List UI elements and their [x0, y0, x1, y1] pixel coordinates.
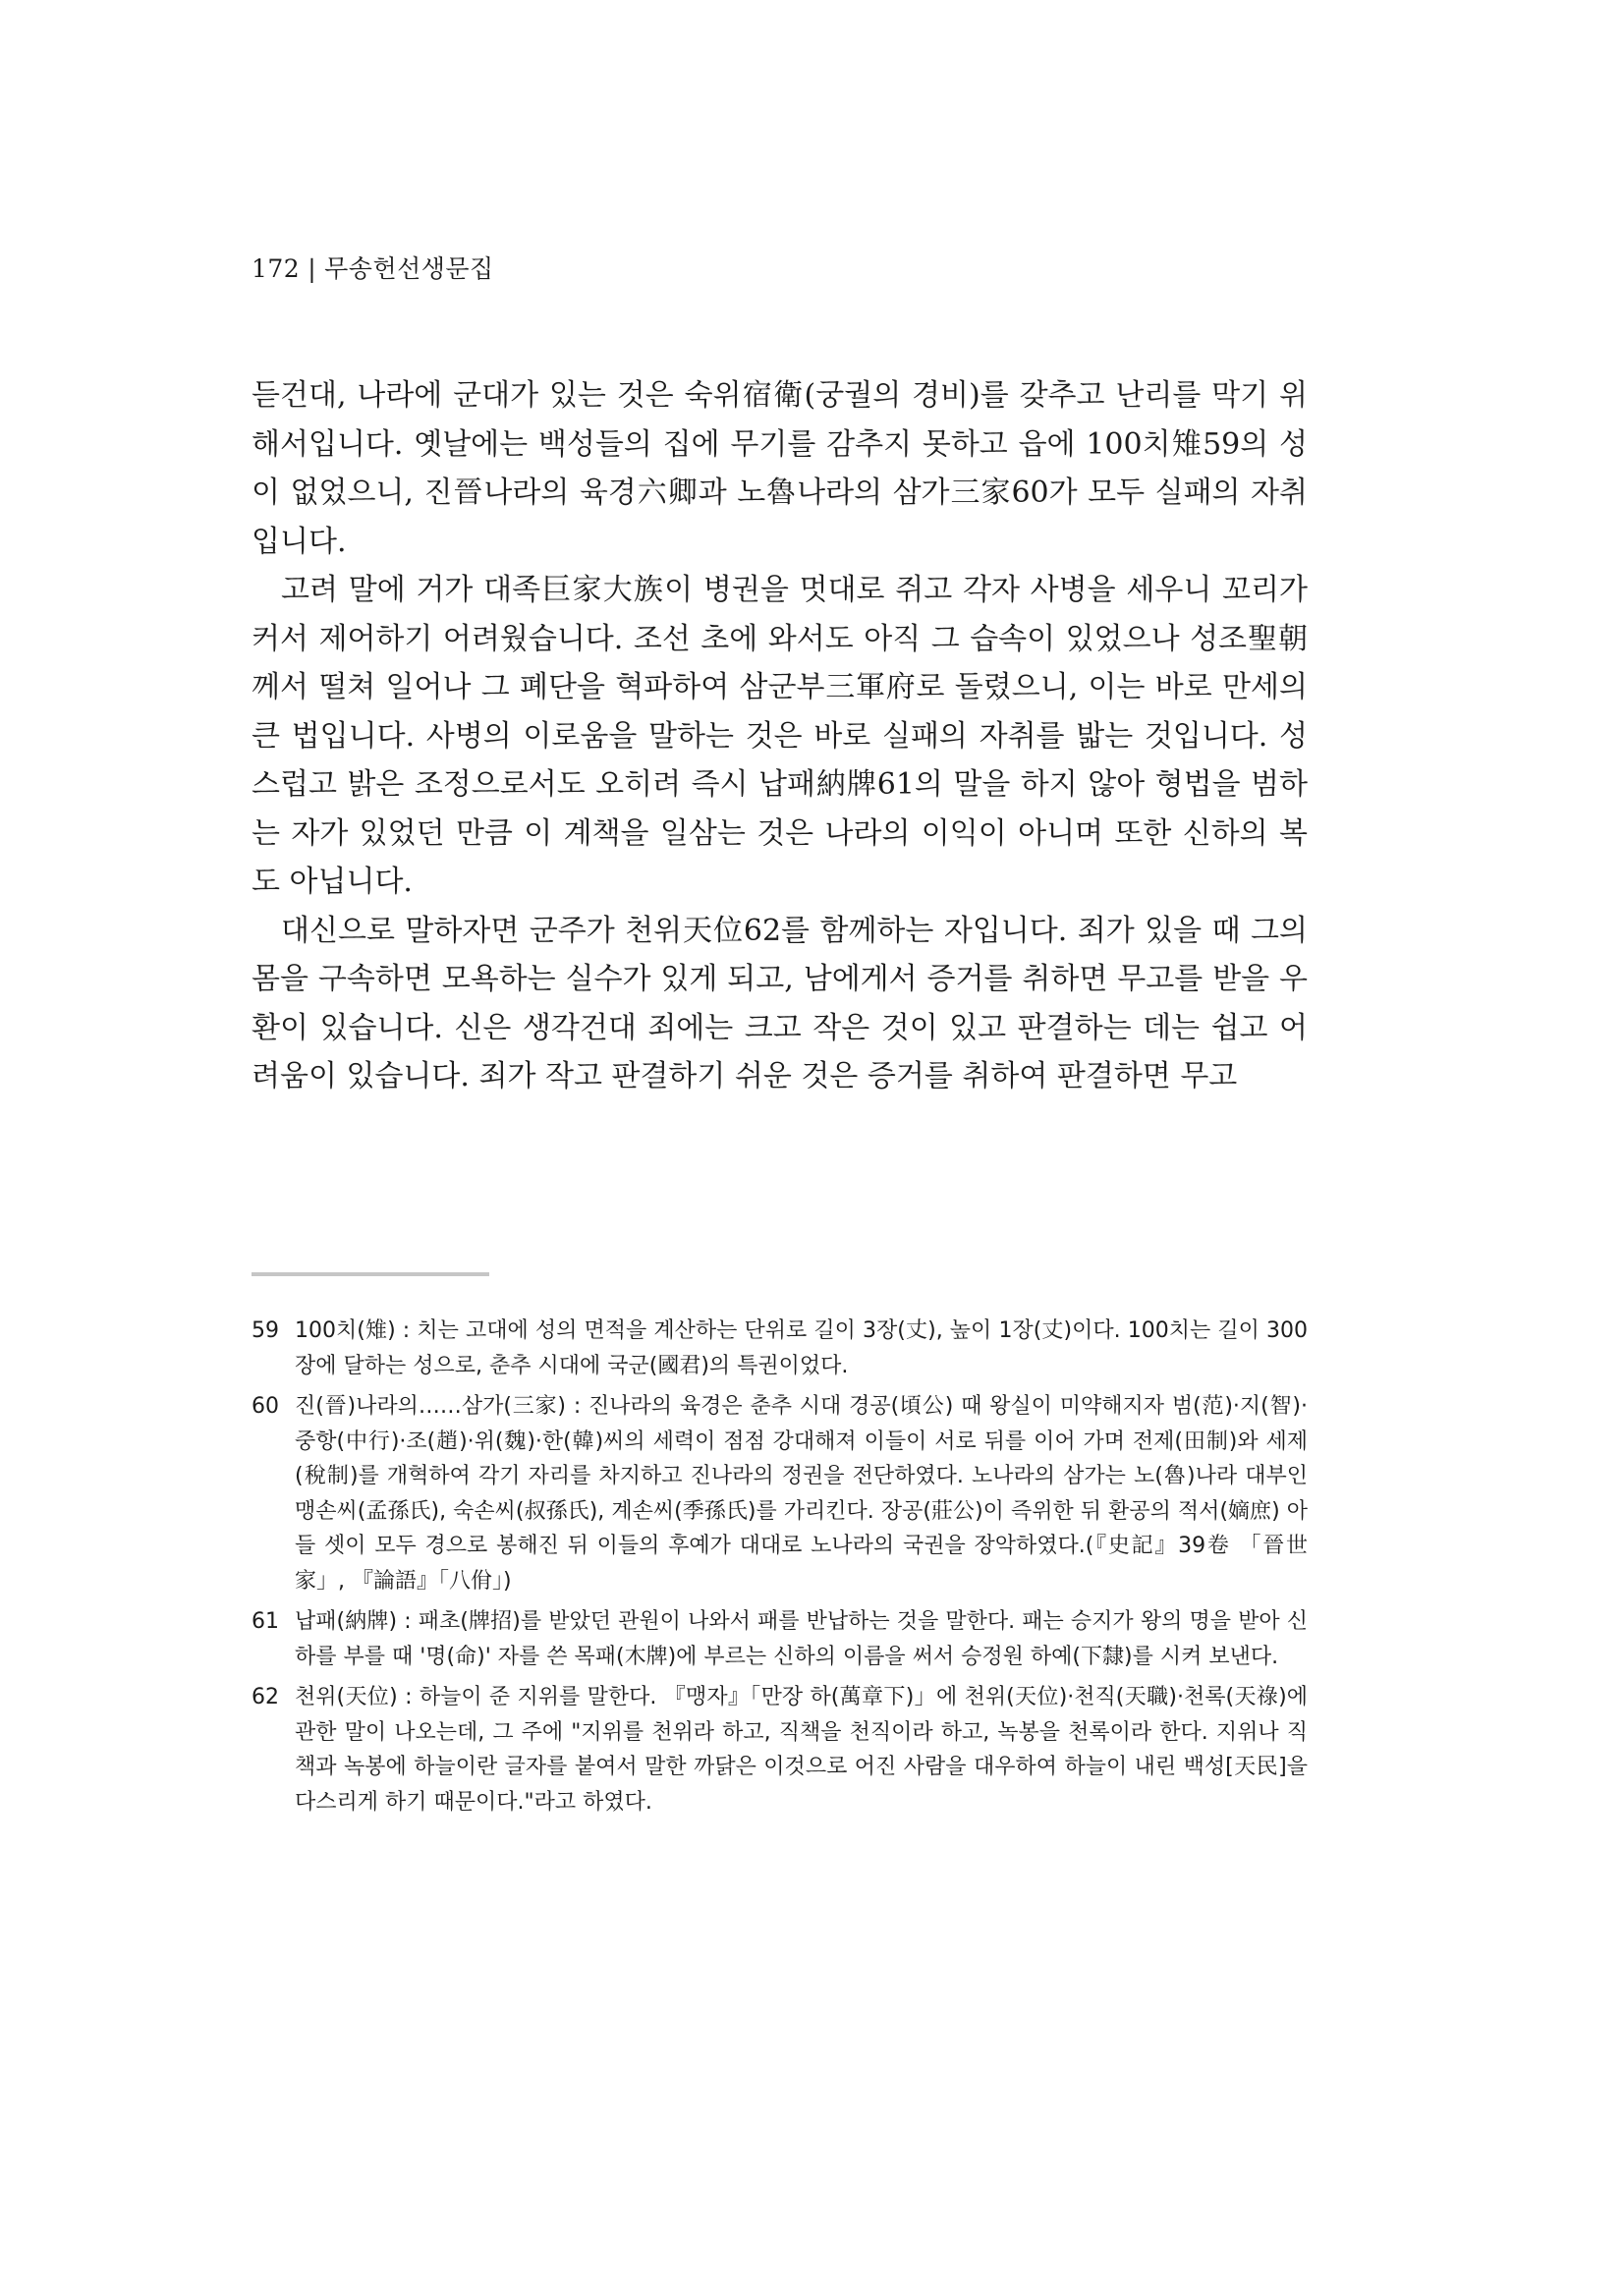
footnote-text: 천위(天位) : 하늘이 준 지위를 말한다. 『맹자』「만장 하(萬章下)」에 천위(天位)·천직(天職)·천록(天祿)에 관한 말이 나오는데, 그 주에 "지위를 천위라 하고, 직책을 천직이라 하고, 녹봉을 천록이라 한다. 지위나 직책과 녹봉에 하늘이란 글자를 붙여서 말한 까닭은 이것으로 어진 사람을 대우하여 하늘이 내린 백성[天民]을 다스리게 하기 때문이다."라고 하였다.	[295, 1685, 1308, 1815]
footnote	[252, 1604, 1308, 1674]
footnote-number: 59	[252, 1318, 279, 1343]
page-number: 172	[252, 254, 301, 283]
book-title: 무송헌선생문집	[324, 254, 494, 283]
running-header	[252, 250, 494, 285]
body-paragraph: 고려 말에 거가 대족巨家大族이 병권을 멋대로 쥐고 각자 사병을 세우니 꼬리가 커서 제어하기 어려웠습니다. 조선 초에 와서도 아직 그 습속이 있었으나 성조聖朝께서 떨쳐 일어나 그 폐단을 혁파하여 삼군부三軍府로 돌렸으니, 이는 바로 만세의 큰 법입니다. 사병의 이로움을 말하는 것은 바로 실패의 자취를 밟는 것입니다. 성스럽고 밝은 조정으로서도 오히려 즉시 납패納牌61의 말을 하지 않아 형법을 범하는 자가 있었던 만큼 이 계책을 일삼는 것은 나라의 이익이 아니며 또한 신하의 복도 아닙니다.	[252, 573, 1308, 899]
footnote-number: 62	[252, 1685, 279, 1709]
footnote-text: 100치(雉) : 치는 고대에 성의 면적을 계산하는 단위로 길이 3장(丈), 높이 1장(丈)이다. 100치는 길이 300장에 달하는 성으로, 춘추 시대에 국군(國君)의 특권이었다.	[295, 1318, 1308, 1378]
footnotes	[252, 1314, 1308, 1825]
footnote	[252, 1389, 1308, 1598]
footnote	[252, 1680, 1308, 1820]
body-paragraph: 듣건대, 나라에 군대가 있는 것은 숙위宿衛(궁궐의 경비)를 갖추고 난리를 막기 위해서입니다. 옛날에는 백성들의 집에 무기를 감추지 못하고 읍에 100치雉59의 성이 없었으니, 진晉나라의 육경六卿과 노魯나라의 삼가三家60가 모두 실패의 자취입니다.	[252, 378, 1308, 559]
footnote-number: 60	[252, 1394, 279, 1419]
body-text	[252, 371, 1308, 1101]
footnote-number: 61	[252, 1609, 279, 1634]
footnote	[252, 1314, 1308, 1383]
footnote-text: 진(晉)나라의……삼가(三家) : 진나라의 육경은 춘추 시대 경공(頃公) 때 왕실이 미약해지자 범(范)·지(智)·중항(中行)·조(趙)·위(魏)·한(韓)씨의 세력이 점점 강대해져 이들이 서로 뒤를 이어 가며 전제(田制)와 세제(稅制)를 개혁하여 각기 자리를 차지하고 진나라의 정권을 전단하였다. 노나라의 삼가는 노(魯)나라 대부인 맹손씨(孟孫氏), 숙손씨(叔孫氏), 계손씨(季孫氏)를 가리킨다. 장공(莊公)이 즉위한 뒤 환공의 적서(嫡庶) 아들 셋이 모두 경으로 봉해진 뒤 이들의 후예가 대대로 노나라의 국권을 장악하였다.(『史記』39卷 「晉世家」, 『論語』「八佾」)	[295, 1394, 1308, 1594]
header-separator: |	[308, 254, 317, 283]
footnote-divider	[252, 1272, 489, 1276]
footnote-text: 납패(納牌) : 패초(牌招)를 받았던 관원이 나와서 패를 반납하는 것을 말한다. 패는 승지가 왕의 명을 받아 신하를 부를 때 '명(命)' 자를 쓴 목패(木牌)에 부르는 신하의 이름을 써서 승정원 하예(下隸)를 시켜 보낸다.	[295, 1609, 1308, 1669]
body-paragraph: 대신으로 말하자면 군주가 천위天位62를 함께하는 자입니다. 죄가 있을 때 그의 몸을 구속하면 모욕하는 실수가 있게 되고, 남에게서 증거를 취하면 무고를 받을 우환이 있습니다. 신은 생각건대 죄에는 크고 작은 것이 있고 판결하는 데는 쉽고 어려움이 있습니다. 죄가 작고 판결하기 쉬운 것은 증거를 취하여 판결하면 무고	[252, 913, 1308, 1093]
